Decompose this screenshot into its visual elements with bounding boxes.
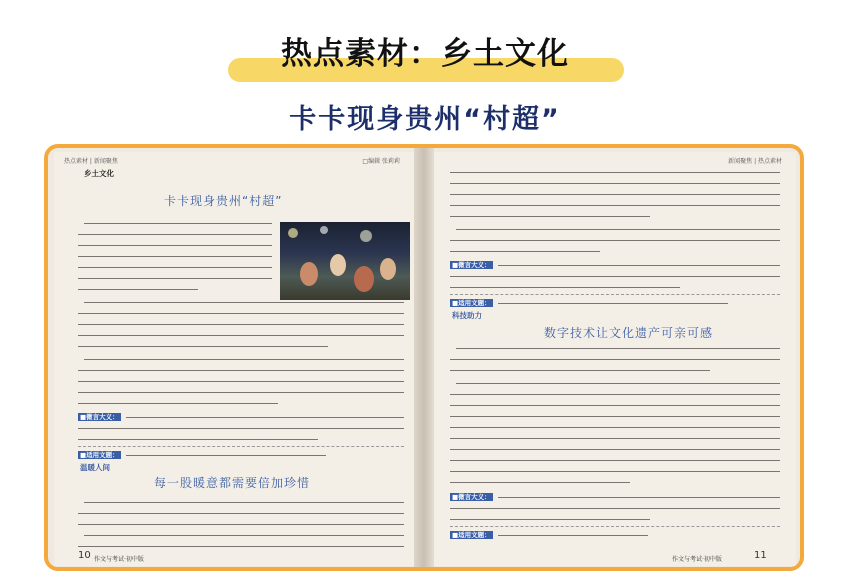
left-footer: 作文与考试·初中版: [94, 556, 144, 563]
right-article-title: 数字技术让文化遗产可亲可感: [544, 326, 714, 340]
editor-note: □编辑 张莉莉: [362, 158, 400, 165]
right-callout-meaning: [450, 260, 493, 269]
main-title: 热点素材：乡土文化: [281, 36, 569, 72]
right-callout-topics: [450, 298, 493, 307]
callout-tag: ■微言大义：: [452, 261, 491, 269]
right-page: [434, 152, 796, 566]
callout-tag: ■适用文题：: [452, 531, 491, 539]
left-callout-meaning: [78, 412, 121, 421]
callout-tag: ■微言大义：: [80, 413, 119, 421]
left-page: [54, 152, 414, 566]
header: [0, 0, 850, 135]
left-page-number: 10: [78, 550, 91, 561]
right-callout-meaning-2: [450, 492, 493, 501]
left-callout-topics: [78, 450, 121, 459]
magazine-spread: [44, 144, 804, 571]
article-title: 卡卡现身贵州“村超”: [164, 194, 283, 208]
left-running-head: 热点素材 | 新闻聚焦: [64, 158, 118, 165]
callout-tag: ■适用文题：: [80, 451, 119, 459]
article2-title: 每一股暖意都需要倍加珍惜: [154, 476, 311, 490]
section-label: 乡土文化: [84, 169, 114, 178]
right-running-head: 新闻聚焦 | 热点素材: [728, 158, 782, 165]
subsection-label: 温暖人间: [80, 463, 110, 472]
book-gutter: [414, 148, 434, 571]
callout-tag: ■适用文题：: [452, 299, 491, 307]
right-page-number: 11: [754, 550, 767, 561]
stadium-photo: [280, 222, 410, 300]
callout-tag: ■微言大义：: [452, 493, 491, 501]
right-callout-topics-2: [450, 530, 493, 539]
sub-title: 卡卡现身贵州“村超”: [289, 104, 561, 135]
right-footer: 作文与考试·初中版: [672, 556, 722, 563]
right-section-label: 科技助力: [452, 311, 482, 320]
